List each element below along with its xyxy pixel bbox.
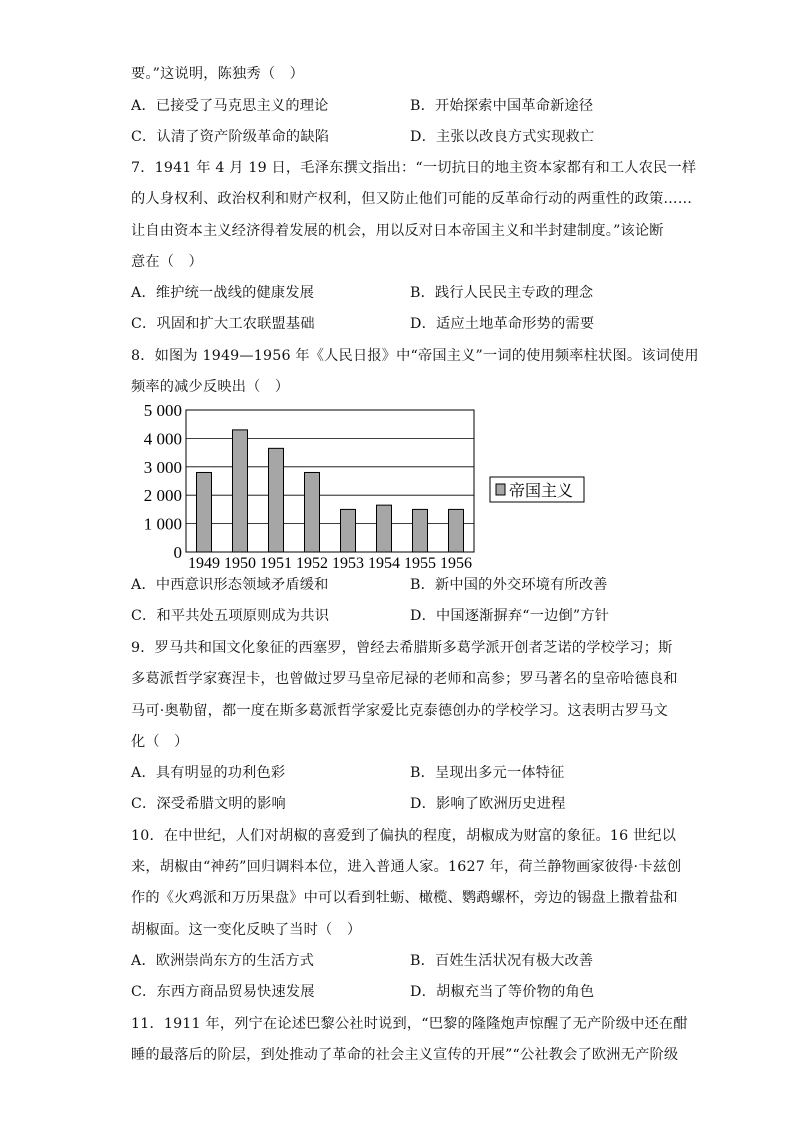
q8-option-d: D．中国逐渐摒弃“一边倒”方针 [410,608,610,624]
q9-option-b: B．呈现出多元一体特征 [410,765,565,781]
bar [305,472,320,552]
q9-stem-line-2: 多葛派哲学家赛涅卡，也曾做过罗马皇帝尼禄的老师和高参；罗马著名的皇帝哈德良和 [131,671,678,687]
bar [449,509,464,552]
q10-option-a: A．欧洲崇尚东方的生活方式 [131,953,315,969]
x-tick-label: 1951 [260,555,292,570]
q10-option-d: D．胡椒充当了等价物的角色 [410,984,595,1000]
x-tick-label: 1949 [188,555,220,570]
q8-option-b: B．新中国的外交环境有所改善 [410,577,608,593]
q8-stem-line-1: 8．如图为 1949—1956 年《人民日报》中“帝国主义”一词的使用频率柱状图。该词使用 [131,348,699,364]
x-tick-label: 1956 [440,555,472,570]
q7-stem-line-4: 意在（ ） [131,254,203,270]
q7-option-b: B．践行人民民主专政的理念 [410,285,594,301]
q11-stem-line-1: 11．1911 年，列宁在论述巴黎公社时说到，“巴黎的隆隆炮声惊醒了无产阶级中还在酣 [131,1016,688,1032]
y-tick-label: 5 000 [143,401,182,420]
legend-swatch [496,484,505,495]
q7-stem-line-3: 让自由资本主义经济得着发展的机会，用以反对日本帝国主义和半封建制度。”该论断 [131,223,664,239]
q9-option-d: D．影响了欧洲历史进程 [410,796,566,812]
x-tick-label: 1952 [296,555,328,570]
x-tick-label: 1955 [404,555,436,570]
q7-stem-line-1: 7．1941 年 4 月 19 日，毛泽东撰文指出：“一切抗日的地主资本家都有和工人农民一样 [131,160,697,176]
q9-stem-line-3: 马可·奥勒留，都一度在斯多葛派哲学家爱比克泰德创办的学校学习。这表明古罗马文 [131,703,669,719]
q7-option-a: A．维护统一战线的健康发展 [131,285,315,301]
y-tick-label: 3 000 [143,457,182,477]
q9-stem-line-4: 化（ ） [131,734,189,750]
bar [233,430,248,552]
q6-option-d: D．主张以改良方式实现救亡 [410,129,595,145]
q8-option-a: A．中西意识形态领域矛盾缓和 [131,577,329,593]
q9-stem-line-1: 9．罗马共和国文化象征的西塞罗，曾经去希腊斯多葛学派开创者芝诺的学校学习；斯 [131,640,673,656]
q7-stem-line-2: 的人身权利、政治权利和财产权利，但又防止他们可能的反革命行动的两重性的政策…… [131,191,693,207]
y-tick-label: 2 000 [143,486,182,506]
q6-option-a: A．已接受了马克思主义的理论 [131,98,329,114]
q10-option-b: B．百姓生活状况有极大改善 [410,953,594,969]
q7-option-d: D．适应土地革命形势的需要 [410,316,595,332]
q9-option-a: A．具有明显的功利色彩 [131,765,286,781]
y-tick-label: 4 000 [143,429,182,449]
q6-option-b: B．开始探索中国革命新途径 [410,98,594,114]
q7-option-c: C．巩固和扩大工农联盟基础 [131,316,315,332]
bar [197,472,212,552]
bar [341,509,356,552]
plot-area [186,410,474,552]
q9-option-c: C．深受希腊文明的影响 [131,796,286,812]
q6-option-c: C．认清了资产阶级革命的缺陷 [131,129,330,145]
imperialism-frequency-bar-chart [130,400,600,570]
y-tick-label: 0 [173,543,182,562]
bar [413,509,428,552]
q6-stem: 要。”这说明，陈独秀（ ） [131,66,305,82]
x-tick-label: 1954 [368,555,400,570]
legend-label: 帝国主义 [509,483,574,500]
bar [269,448,284,552]
bar [377,505,392,552]
q10-stem-line-2: 来，胡椒由“神药”回归调料本位，进入普通人家。1627 年，荷兰静物画家彼得·卡兹创 [131,859,682,875]
q10-stem-line-4: 胡椒面。这一变化反映了当时（ ） [131,922,362,938]
q8-stem-line-2: 频率的减少反映出（ ） [131,379,290,395]
x-tick-label: 1950 [224,555,256,570]
q8-option-c: C．和平共处五项原则成为共识 [131,608,330,624]
y-tick-label: 1 000 [143,514,182,534]
x-tick-label: 1953 [332,555,364,570]
q10-stem-line-3: 作的《火鸡派和万历果盘》中可以看到牡蛎、橄榄、鹦鹉螺杯，旁边的锡盘上撒着盐和 [131,890,678,906]
q10-option-c: C．东西方商品贸易快速发展 [131,984,315,1000]
q10-stem-line-1: 10．在中世纪，人们对胡椒的喜爱到了偏执的程度，胡椒成为财富的象征。16 世纪以 [131,828,677,844]
q11-stem-line-2: 睡的最落后的阶层，到处推动了革命的社会主义宣传的开展”“公社教会了欧洲无产阶级 [131,1047,679,1063]
